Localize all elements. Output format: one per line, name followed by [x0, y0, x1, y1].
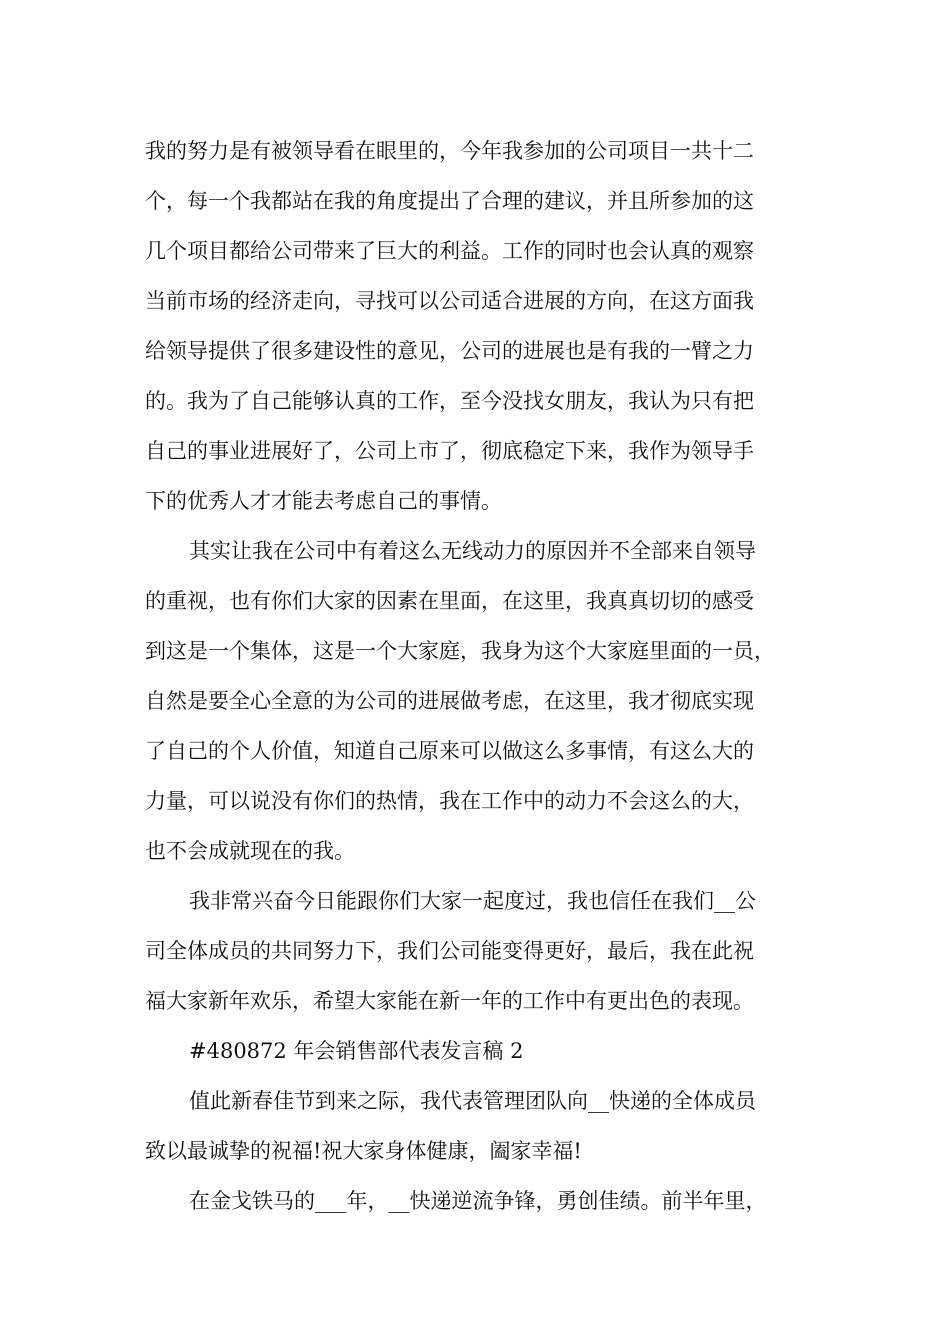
paragraph-start-line: 其实让我在公司中有着这么无线动力的原因并不全部来自领导	[189, 539, 756, 563]
text-line: 致以最诚挚的祝福!祝大家身体健康，阖家幸福!	[145, 1139, 582, 1163]
text-line: 的。我为了自己能够认真的工作，至今没找女朋友，我认为只有把	[145, 389, 754, 413]
text-line: 自然是要全心全意的为公司的进展做考虑，在这里，我才彻底实现	[145, 689, 754, 713]
paragraph-start-line: 值此新春佳节到来之际，我代表管理团队向__快递的全体成员	[189, 1089, 756, 1113]
text-line: 给领导提供了很多建设性的意见，公司的进展也是有我的一臂之力	[145, 339, 754, 363]
text-line: 几个项目都给公司带来了巨大的利益。工作的同时也会认真的观察	[145, 239, 754, 263]
text-line: 自己的事业进展好了，公司上市了，彻底稳定下来，我作为领导手	[145, 439, 754, 463]
paragraph-start-line: 我非常兴奋今日能跟你们大家一起度过，我也信任在我们__公	[189, 889, 756, 913]
text-line: 个，每一个我都站在我的角度提出了合理的建议，并且所参加的这	[145, 189, 754, 213]
text-line: 司全体成员的共同努力下，我们公司能变得更好，最后，我在此祝	[145, 939, 754, 963]
section-heading: #480872 年会销售部代表发言稿 2	[189, 1039, 524, 1063]
text-line: 下的优秀人才才能去考虑自己的事情。	[145, 489, 502, 513]
text-line: 的重视，也有你们大家的因素在里面，在这里，我真真切切的感受	[145, 589, 754, 613]
text-line: 福大家新年欢乐，希望大家能在新一年的工作中有更出色的表现。	[145, 989, 754, 1013]
text-line: 到这是一个集体，这是一个大家庭，我身为这个大家庭里面的一员，	[145, 639, 775, 663]
text-line: 当前市场的经济走向，寻找可以公司适合进展的方向，在这方面我	[145, 289, 754, 313]
text-line: 也不会成就现在的我。	[145, 839, 355, 863]
body-text	[145, 126, 825, 1226]
paragraph-start-line: 在金戈铁马的___年，__快递逆流争锋，勇创佳绩。前半年里，	[189, 1189, 767, 1213]
text-line: 我的努力是有被领导看在眼里的，今年我参加的公司项目一共十二	[145, 139, 754, 163]
text-line: 力量，可以说没有你们的热情，我在工作中的动力不会这么的大，	[145, 789, 754, 813]
text-line: 了自己的个人价值，知道自己原来可以做这么多事情，有这么大的	[145, 739, 754, 763]
